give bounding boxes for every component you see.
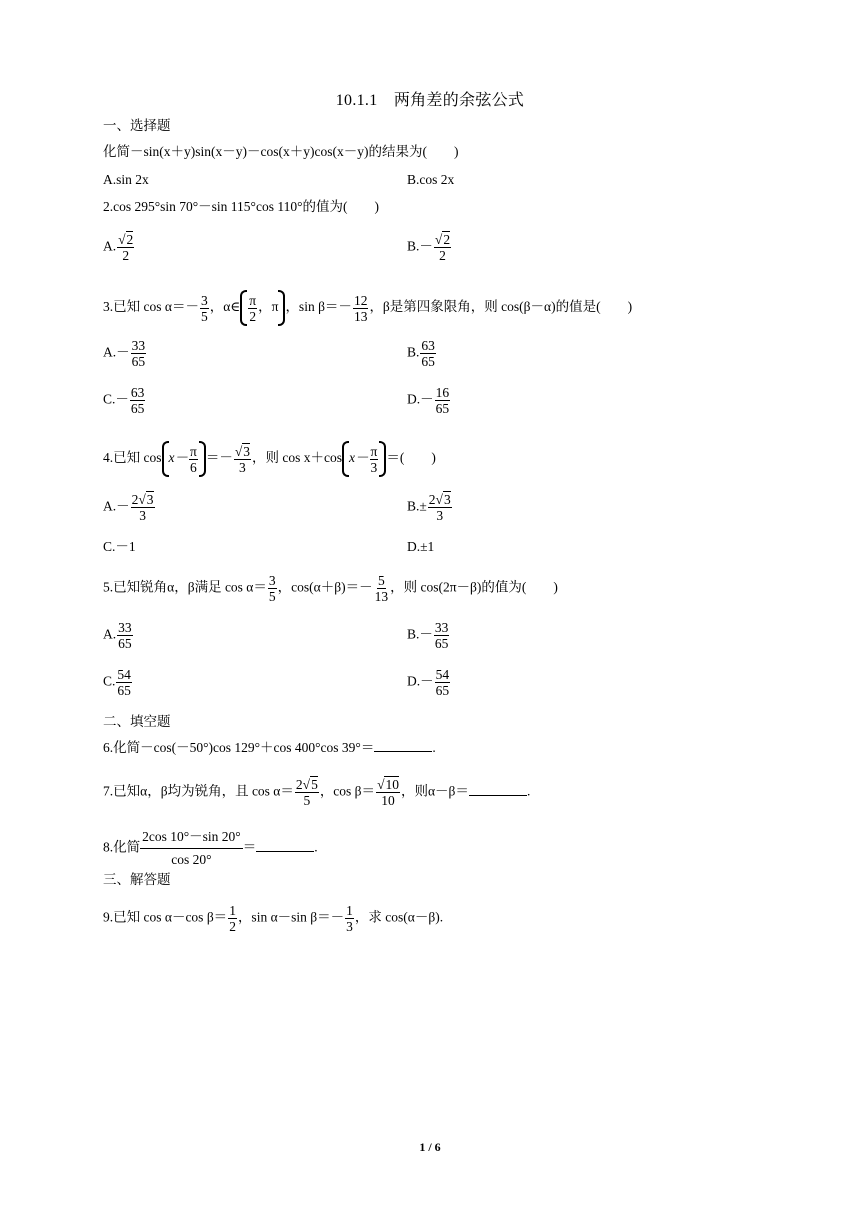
option-label: C.	[103, 673, 116, 689]
fraction-numerator: 3	[200, 292, 208, 308]
question-1: 化简－sin(x＋y)sin(x－y)－cos(x＋y)cos(x－y)的结果为( )	[103, 144, 459, 159]
q7-end: .	[526, 783, 531, 799]
q3-option-a	[103, 338, 147, 369]
sqrt-radicand: 2	[126, 232, 134, 247]
section-heading-fill: 二、填空题	[103, 714, 171, 729]
coefficient: 2	[131, 492, 139, 507]
fraction-numerator: 33	[118, 620, 132, 635]
answer-blank	[374, 739, 432, 752]
page-title: 10.1.1 两角差的余弦公式	[335, 92, 525, 109]
fraction-denominator: 65	[130, 401, 145, 416]
fraction-denominator: cos 20°	[171, 852, 212, 867]
q2-option-a: A. $\frac{√2}{2}$	[103, 232, 134, 263]
q5-option-b	[407, 620, 450, 651]
option-label: B.±	[407, 498, 427, 514]
q4-option-a: A.－ $\frac{2√3}{3}$	[103, 492, 154, 523]
option-label: D.－	[407, 391, 434, 407]
q7-text-tail: ，则α－β＝	[400, 783, 469, 799]
fraction-denominator: 65	[435, 683, 450, 698]
fraction-denominator: 10	[381, 793, 395, 808]
q3-option-b	[407, 338, 437, 369]
question-2: 2.cos 295°sin 70°－sin 115°cos 110°的值为( )	[103, 199, 379, 214]
q9-text-start: 9.已知 cos α－cos β＝	[103, 909, 228, 925]
q3-text-in: ，α∈	[209, 299, 241, 315]
sqrt-radicand: 10	[385, 777, 399, 792]
q2-option-b-label: B.－	[407, 238, 433, 254]
fraction-numerator: 1	[346, 903, 353, 918]
fraction-denominator: 65	[117, 683, 131, 698]
fraction-denominator: 65	[421, 354, 435, 369]
fraction-numerator: 5	[377, 573, 385, 588]
question-8	[103, 826, 318, 871]
q3-text-mid: ，sin β＝－	[285, 299, 352, 315]
q9-text-mid: ，sin α－sin β＝－	[237, 909, 345, 925]
q3-text-start: 3.已知 cos α＝－	[103, 299, 199, 315]
fraction-denominator: 3	[436, 508, 444, 523]
q2-option-b: B.－ $\frac{√2}{2}$	[407, 232, 451, 263]
right-bracket	[199, 441, 206, 477]
left-bracket	[162, 441, 169, 477]
coefficient: 2	[428, 492, 436, 507]
section-heading-choice: 一、选择题	[103, 118, 171, 133]
q5-option-a	[103, 620, 134, 651]
question-3	[103, 290, 632, 326]
page-number: 1 / 6	[419, 1140, 441, 1154]
fraction-denominator: 3	[239, 459, 246, 475]
fraction-numerator: 3	[268, 573, 276, 588]
question-9	[103, 903, 443, 934]
q4-text-mid: ，则 cos x＋cos	[252, 450, 342, 466]
left-bracket	[342, 441, 349, 477]
option-label: D.－	[407, 673, 434, 689]
fraction-numerator: π	[190, 443, 197, 459]
q9-text-tail: ，求 cos(α－β).	[354, 909, 444, 925]
q4-option-d: D.±1	[407, 539, 435, 554]
fraction-denominator: 3	[370, 459, 378, 475]
option-label: A.	[103, 626, 117, 642]
q4-variable: x－	[168, 450, 188, 466]
option-label: A.－	[103, 344, 130, 360]
fraction-denominator: 65	[131, 354, 146, 369]
fraction-numerator: 33	[131, 338, 146, 353]
fraction-denominator: 5	[303, 793, 311, 808]
q4-text-tail: ＝( )	[386, 450, 436, 466]
q4-text-start: 4.已知 cos	[103, 450, 162, 466]
question-7: 7.已知α，β均为锐角，且 cos α＝ $\frac{2√5}{5}$ ，cos β＝ $\frac{√10}{10}$ ，则α－β＝ .	[103, 777, 531, 808]
fraction-numerator: 54	[117, 667, 131, 682]
q5-option-d	[407, 667, 451, 698]
q4-option-b: B.± $\frac{2√3}{3}$	[407, 492, 451, 523]
q7-text-start: 7.已知α，β均为锐角，且 cos α＝	[103, 783, 294, 799]
left-bracket	[240, 290, 247, 326]
q4-option-c: C.－1	[103, 539, 136, 554]
q3-option-c	[103, 385, 146, 416]
fraction-denominator: 5	[200, 308, 208, 324]
fraction-denominator: 2	[122, 248, 130, 263]
q3-text-tail: ，β是第四象限角，则 cos(β－α)的值是( )	[369, 299, 633, 315]
fraction-denominator: 65	[118, 636, 132, 651]
q4-variable: x－	[349, 450, 369, 466]
fraction-denominator: 65	[434, 636, 449, 651]
sqrt-radicand: 3	[243, 443, 250, 459]
fraction-numerator: 1	[229, 903, 236, 918]
question-6	[103, 739, 436, 757]
fraction-numerator: 63	[421, 338, 435, 353]
fraction-denominator: 2	[439, 248, 446, 263]
fraction-denominator: 3	[139, 508, 146, 523]
option-label: A.－	[103, 498, 130, 514]
fraction-denominator: 2	[229, 919, 236, 934]
fraction-denominator: 2	[249, 308, 257, 324]
q8-text-start: 8.化简	[103, 839, 141, 855]
q8-equals: ＝	[242, 839, 257, 855]
q5-text-mid: ，cos(α＋β)＝－	[277, 579, 373, 595]
option-label: B.－	[407, 626, 433, 642]
q1-option-a: A.sin 2x	[103, 172, 149, 187]
fraction-denominator: 3	[346, 919, 353, 934]
sqrt-radicand: 5	[311, 777, 318, 792]
answer-blank	[469, 783, 527, 796]
q5-option-c	[103, 667, 133, 698]
option-label: B.	[407, 344, 420, 360]
q6-text: 6.化简－cos(－50°)cos 129°＋cos 400°cos 39°＝	[103, 740, 375, 755]
fraction-denominator: 13	[353, 308, 368, 324]
fraction-numerator: π	[370, 443, 378, 459]
fraction-denominator: 5	[268, 589, 276, 604]
fraction-denominator: 13	[374, 589, 389, 604]
option-label: C.－	[103, 391, 129, 407]
q4-equals: ＝－	[205, 450, 233, 466]
fraction-denominator: 65	[435, 401, 450, 416]
sqrt-radicand: 3	[146, 492, 154, 507]
fraction-numerator: 63	[130, 385, 145, 400]
q2-option-a-label: A.	[103, 238, 117, 254]
q3-option-d	[407, 385, 451, 416]
q7-text-mid: ，cos β＝	[319, 783, 376, 799]
fraction-numerator: 12	[353, 292, 368, 308]
q5-text-start: 5.已知锐角α，β满足 cos α＝	[103, 579, 267, 595]
q8-end: .	[314, 839, 318, 855]
coefficient: 2	[295, 777, 303, 792]
fraction-numerator: 54	[435, 667, 450, 682]
question-5	[103, 573, 558, 604]
q5-text-tail: ，则 cos(2π－β)的值为( )	[390, 579, 558, 595]
answer-blank	[256, 839, 314, 852]
section-heading-answer: 三、解答题	[103, 872, 171, 887]
fraction-denominator: 6	[190, 459, 197, 475]
q3-interval-end: ，π	[258, 299, 279, 315]
q1-option-b: B.cos 2x	[407, 172, 455, 187]
sqrt-radicand: 2	[443, 232, 451, 247]
question-4: 4.已知 cos x－ $\frac{\pi}{6}$ ＝－ $\frac{√3}{3}$ ，则 cos x＋cos x－ $\frac{\pi}{3}$ ＝( )	[103, 441, 436, 477]
q6-end: .	[432, 740, 436, 755]
fraction-numerator: 2cos 10°－sin 20°	[140, 826, 243, 849]
fraction-numerator: 33	[434, 620, 449, 635]
sqrt-radicand: 3	[443, 492, 451, 507]
fraction-numerator: 16	[435, 385, 450, 400]
fraction-numerator: π	[249, 292, 257, 308]
